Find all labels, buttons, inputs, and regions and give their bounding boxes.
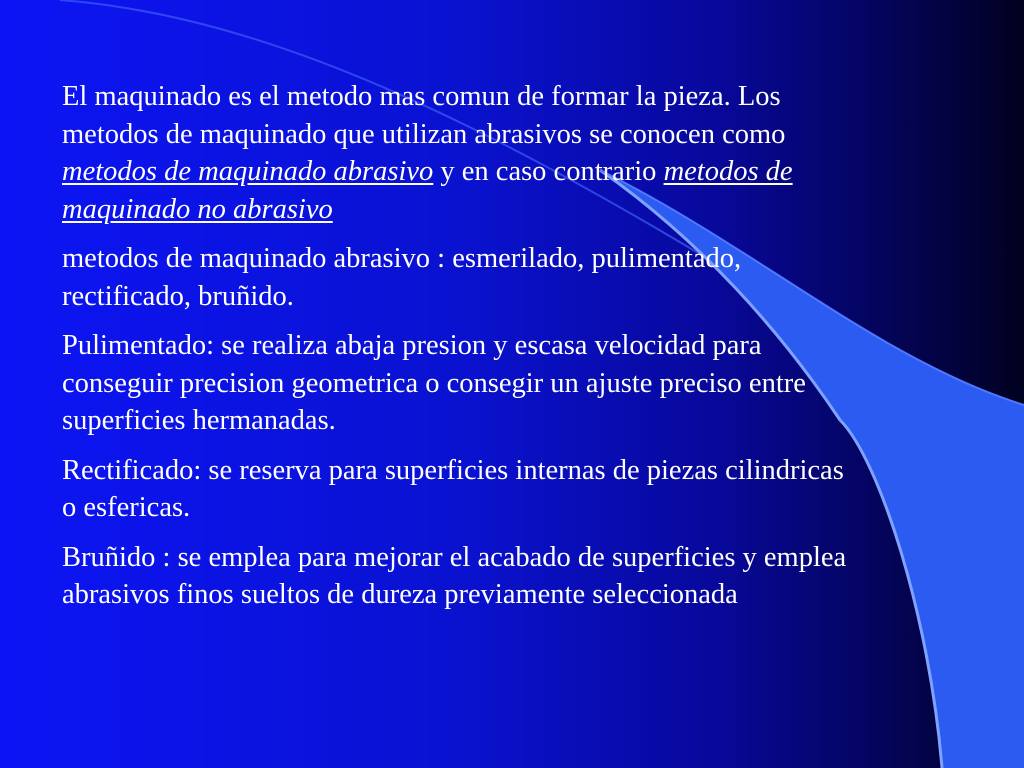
term-abrasive: metodos de maquinado abrasivo xyxy=(62,156,434,187)
paragraph-rectificado: Rectificado: se reserva para superficies internas de piezas cilindricas o esfericas. xyxy=(62,454,844,523)
term-non-abrasive: metodos de maquinado no abrasivo xyxy=(62,156,793,225)
paragraph-brunido: Bruñido : se emplea para mejorar el acabado de superficies y emplea abrasivos finos sueltos de dureza previamente seleccionada xyxy=(62,541,847,610)
paragraph-intro xyxy=(62,78,852,228)
paragraph-pulimentado: Pulimentado: se realiza abaja presion y escasa velocidad para conseguir precision geometrica o consegir un ajuste preciso entre superficies hermanadas. xyxy=(62,330,806,436)
slide-body xyxy=(62,78,852,626)
intro-middle-text: y en caso contrario xyxy=(433,156,664,187)
paragraph-abrasive-methods: metodos de maquinado abrasivo : esmerilado, pulimentado, rectificado, bruñido. xyxy=(62,243,742,312)
intro-text: El maquinado es el metodo mas comun de formar la pieza. Los metodos de maquinado que utilizan abrasivos se conocen como xyxy=(62,81,786,150)
